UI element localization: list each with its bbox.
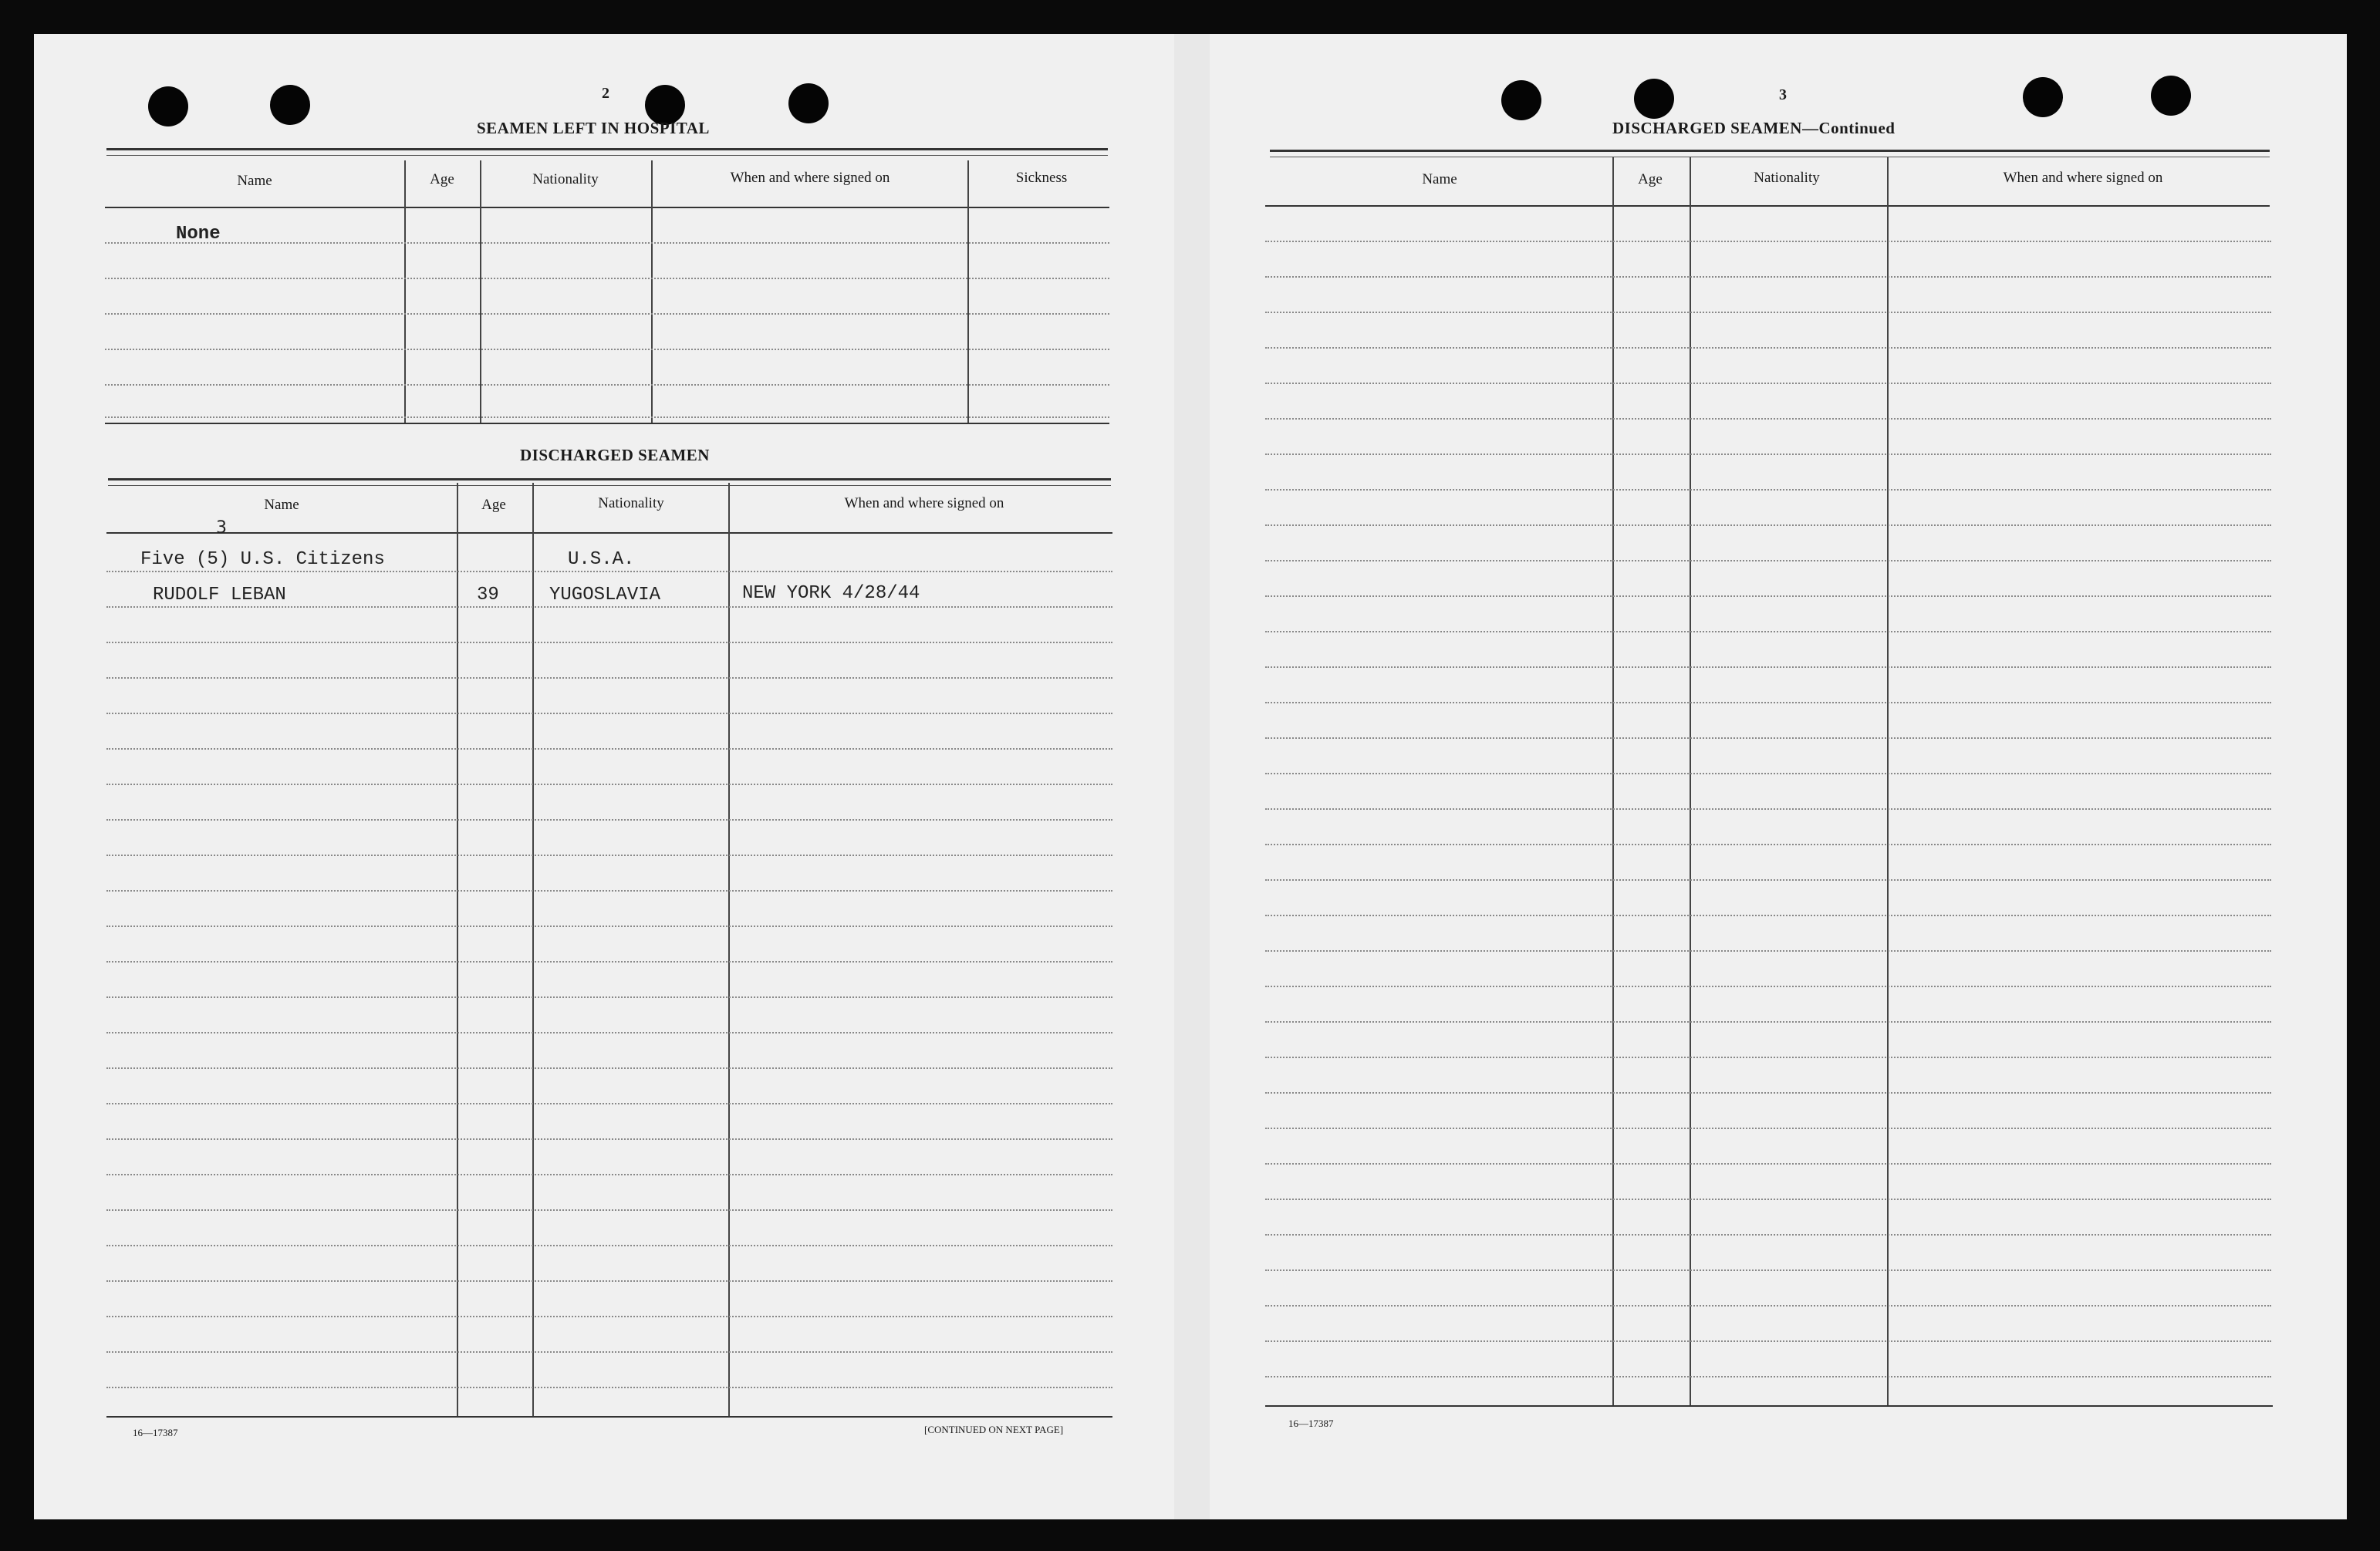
row-line xyxy=(105,313,1109,315)
right-header-rule xyxy=(1265,205,2270,207)
row-line xyxy=(106,1245,1112,1246)
hospital-header-age: Age xyxy=(430,171,454,187)
row-line xyxy=(1265,773,2271,774)
column-divider xyxy=(457,483,458,1416)
form-code: 16—17387 xyxy=(1288,1418,1334,1429)
row-line xyxy=(105,416,1109,418)
row-line xyxy=(106,1316,1112,1317)
row-line xyxy=(1265,986,2271,987)
row-line xyxy=(106,784,1112,785)
hospital-entry: None xyxy=(176,224,221,244)
row-line xyxy=(106,1280,1112,1282)
discharged-header-name: Name xyxy=(264,497,299,513)
column-divider xyxy=(532,483,534,1416)
right-header-signed-on: When and where signed on xyxy=(2003,170,2163,186)
punch-hole xyxy=(1501,80,1541,120)
row-line xyxy=(1265,560,2271,561)
row-line xyxy=(1265,1376,2271,1377)
punch-hole xyxy=(2023,77,2063,117)
entry-name: RUDOLF LEBAN xyxy=(153,585,286,605)
right-header-age: Age xyxy=(1638,171,1663,187)
row-line xyxy=(105,384,1109,386)
row-line xyxy=(1265,383,2271,384)
row-line xyxy=(1265,702,2271,703)
column-divider xyxy=(1612,157,1614,1407)
row-line xyxy=(1265,808,2271,810)
page-number: 3 xyxy=(1779,86,1787,103)
punch-hole xyxy=(1634,79,1674,119)
row-line xyxy=(106,1067,1112,1069)
row-line xyxy=(1265,489,2271,491)
row-line xyxy=(106,926,1112,927)
discharged-header-rule xyxy=(106,532,1112,534)
punch-hole xyxy=(270,85,310,125)
row-line xyxy=(106,1351,1112,1353)
row-line xyxy=(106,713,1112,714)
row-line xyxy=(1265,844,2271,845)
hospital-section-title: SEAMEN LEFT IN HOSPITAL xyxy=(477,119,710,137)
title-suffix: —Continued xyxy=(1801,119,1896,137)
row-line xyxy=(106,1387,1112,1388)
row-line xyxy=(1265,1057,2271,1058)
punch-hole xyxy=(2151,76,2191,116)
row-line xyxy=(1265,418,2271,420)
column-divider xyxy=(967,160,969,423)
row-line xyxy=(106,1138,1112,1140)
row-line xyxy=(1265,241,2271,242)
right-top-rule xyxy=(1270,150,2270,157)
row-line xyxy=(106,1032,1112,1033)
row-line xyxy=(106,677,1112,679)
row-line xyxy=(1265,453,2271,455)
row-line xyxy=(1265,631,2271,632)
entry-nationality: YUGOSLAVIA xyxy=(549,585,661,605)
row-line xyxy=(105,349,1109,350)
page-number: 2 xyxy=(602,85,609,102)
entry-nationality: U.S.A. xyxy=(568,549,635,570)
row-line xyxy=(106,606,1112,608)
row-line xyxy=(106,890,1112,892)
discharged-header-age: Age xyxy=(481,497,506,513)
row-line xyxy=(1265,879,2271,881)
row-line xyxy=(106,1174,1112,1175)
discharged-continued-title xyxy=(1612,119,1895,138)
column-divider xyxy=(480,160,481,423)
row-line xyxy=(1265,524,2271,526)
row-line xyxy=(1265,1092,2271,1094)
row-line xyxy=(1265,737,2271,739)
row-line xyxy=(1265,1234,2271,1236)
row-line xyxy=(1265,276,2271,278)
handwritten-correction: 3 xyxy=(216,518,227,538)
title-text: DISCHARGED SEAMEN xyxy=(1612,119,1802,137)
row-line xyxy=(1265,1163,2271,1165)
row-line xyxy=(106,819,1112,821)
row-line xyxy=(106,961,1112,963)
row-line xyxy=(1265,1340,2271,1342)
hospital-header-rule xyxy=(105,207,1109,208)
row-line xyxy=(1265,915,2271,916)
right-header-name: Name xyxy=(1422,171,1457,187)
row-line xyxy=(106,855,1112,856)
column-divider xyxy=(404,160,406,423)
continued-note: [CONTINUED ON NEXT PAGE] xyxy=(924,1424,1064,1435)
hospital-top-rule xyxy=(106,148,1108,156)
entry-age: 39 xyxy=(477,585,499,605)
hospital-header-nationality: Nationality xyxy=(532,171,599,187)
form-code: 16—17387 xyxy=(133,1427,178,1438)
page-fold xyxy=(1174,34,1210,1519)
column-divider xyxy=(651,160,653,423)
punch-hole xyxy=(148,86,188,126)
row-line xyxy=(1265,950,2271,952)
row-line xyxy=(106,1103,1112,1104)
row-line xyxy=(1265,666,2271,668)
hospital-header-name: Name xyxy=(237,173,272,189)
row-line xyxy=(106,748,1112,750)
entry-name: Five (5) U.S. Citizens xyxy=(140,549,385,570)
discharged-header-signed-on: When and where signed on xyxy=(844,495,1004,511)
row-line xyxy=(106,996,1112,998)
entry-signed-on: NEW YORK 4/28/44 xyxy=(742,583,920,604)
row-line xyxy=(106,642,1112,643)
row-line xyxy=(1265,347,2271,349)
row-line xyxy=(1265,1128,2271,1129)
row-line xyxy=(105,242,1109,244)
row-line xyxy=(105,278,1109,279)
column-divider xyxy=(1690,157,1691,1407)
discharged-header-nationality: Nationality xyxy=(598,495,664,511)
column-divider xyxy=(1887,157,1889,1407)
hospital-header-sickness: Sickness xyxy=(1015,170,1068,186)
row-line xyxy=(106,571,1112,572)
row-line xyxy=(1265,312,2271,313)
right-header-nationality: Nationality xyxy=(1754,170,1820,186)
right-bottom-rule xyxy=(1265,1405,2273,1407)
row-line xyxy=(1265,1199,2271,1200)
discharged-top-rule xyxy=(108,478,1111,486)
row-line xyxy=(106,1209,1112,1211)
row-line xyxy=(1265,1269,2271,1271)
discharged-section-title: DISCHARGED SEAMEN xyxy=(520,446,710,464)
row-line xyxy=(1265,1305,2271,1307)
hospital-header-signed-on: When and where signed on xyxy=(730,170,890,186)
row-line xyxy=(1265,595,2271,597)
row-line xyxy=(1265,1021,2271,1023)
column-divider xyxy=(728,483,730,1416)
hospital-bottom-rule xyxy=(105,423,1109,424)
discharged-bottom-rule xyxy=(106,1416,1112,1418)
punch-hole xyxy=(788,83,829,123)
